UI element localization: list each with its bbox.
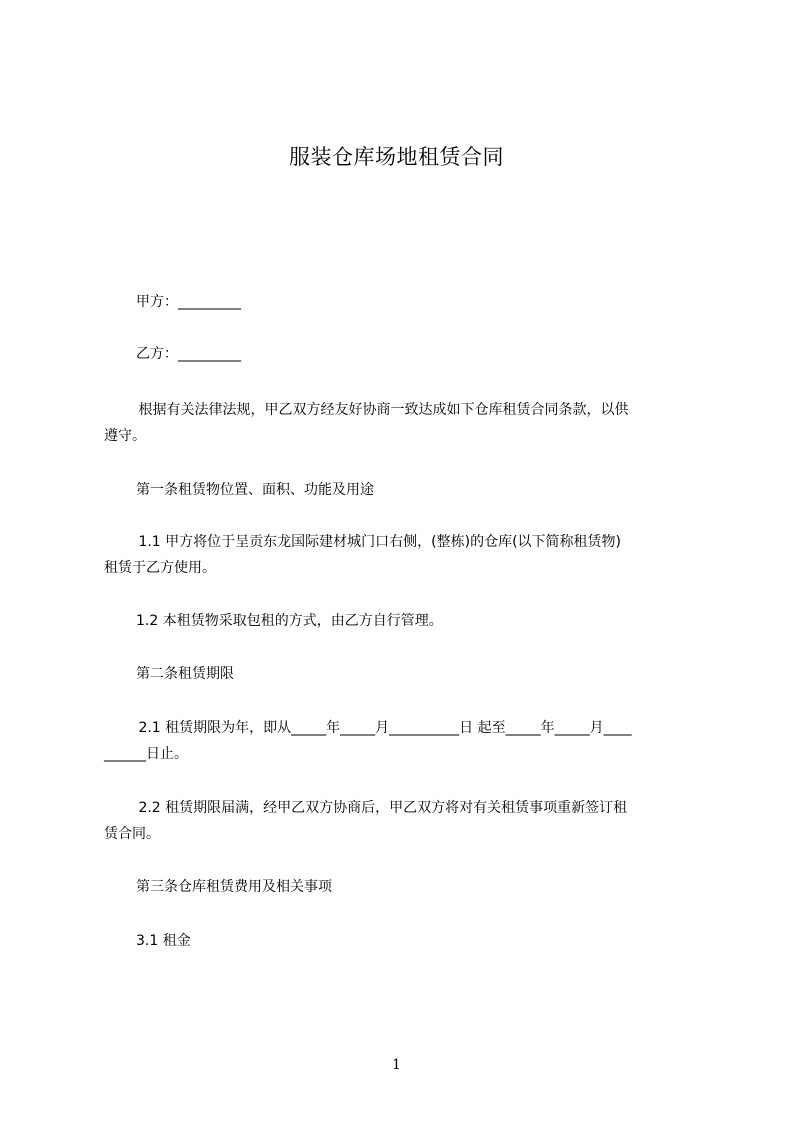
- clause-2-1-line-1: 2.1 租赁期限为年，即从_____年_____月__________日 起至_____年_____月____: [134, 720, 632, 736]
- party-a-line: 甲方：_________: [136, 294, 241, 310]
- clause-2-2-line-2: 赁合同。: [104, 826, 160, 842]
- clause-1-1-line-2: 租赁于乙方使用。: [104, 560, 216, 576]
- clause-2-2-line-1: 2.2 租赁期限届满，经甲乙双方协商后，甲乙双方将对有关租赁事项重新签订租: [134, 800, 628, 816]
- clause-2-1-line-2: ______日止。: [104, 746, 188, 762]
- article-3-heading: 第三条仓库租赁费用及相关事项: [136, 879, 332, 895]
- document-title: 服装仓库场地租赁合同: [289, 145, 504, 169]
- clause-1-1-line-1: 1.1 甲方将位于呈贡东龙国际建材城门口右侧，(整栋)的仓库(以下简称租赁物): [134, 534, 622, 550]
- article-1-heading: 第一条租赁物位置、面积、功能及用途: [136, 482, 374, 498]
- party-b-line: 乙方：_________: [136, 346, 241, 362]
- intro-paragraph-line-1: 根据有关法律法规，甲乙双方经友好协商一致达成如下仓库租赁合同条款，以供: [134, 402, 629, 418]
- page-number: 1: [392, 1057, 401, 1073]
- clause-1-2: 1.2 本租赁物采取包租的方式，由乙方自行管理。: [136, 613, 443, 629]
- article-2-heading: 第二条租赁期限: [136, 666, 234, 682]
- intro-paragraph-line-2: 遵守。: [104, 428, 146, 444]
- clause-3-1: 3.1 租金: [136, 933, 191, 949]
